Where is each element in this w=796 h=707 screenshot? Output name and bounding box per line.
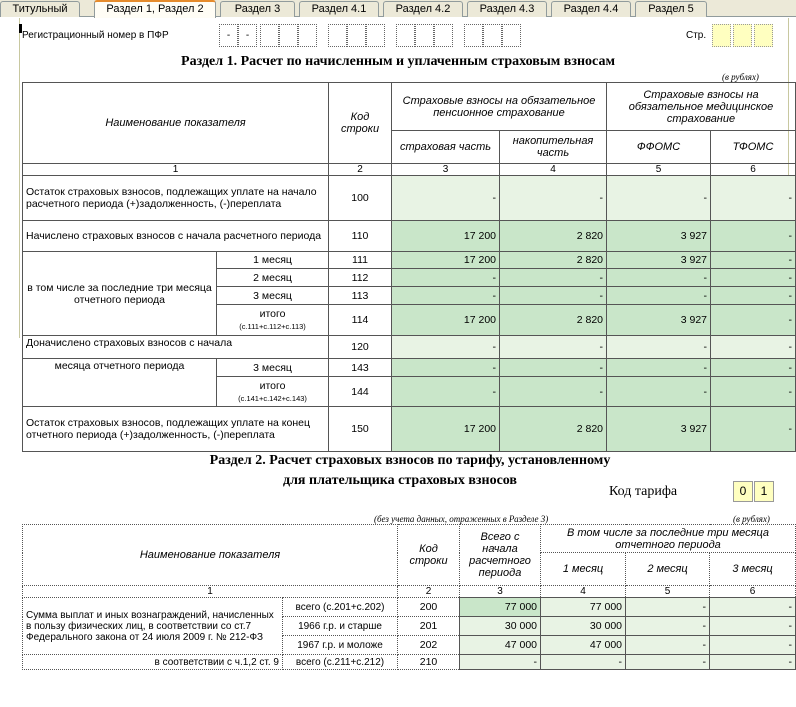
row-label: 1 месяц — [217, 252, 329, 269]
page-number-cell[interactable] — [754, 24, 773, 47]
value-cell[interactable]: - — [711, 287, 796, 305]
value-cell[interactable]: 2 820 — [500, 305, 607, 336]
reg-cell[interactable] — [396, 24, 415, 47]
value-cell[interactable]: - — [711, 252, 796, 269]
section-1-title: Раздел 1. Расчет по начисленным и уплаченным страховым взносам — [181, 54, 615, 69]
row-code: 100 — [329, 176, 392, 221]
value-cell[interactable]: 3 927 — [607, 407, 711, 452]
section-2-title-line2: для плательщика страховых взносов — [283, 473, 517, 488]
value-cell[interactable]: - — [500, 176, 607, 221]
col-header-month-1: 1 месяц — [541, 553, 626, 586]
value-cell[interactable]: - — [392, 359, 500, 377]
row-code: 114 — [329, 305, 392, 336]
row-code: 210 — [398, 655, 460, 670]
col-number: 1 — [23, 164, 329, 176]
value-cell[interactable]: - — [392, 176, 500, 221]
value-cell[interactable]: - — [626, 598, 710, 617]
section-2-units-note: (в рублях) — [733, 514, 770, 524]
col-header-ffoms: ФФОМС — [607, 131, 711, 164]
row-code: 110 — [329, 221, 392, 252]
row-label: 3 месяц — [217, 359, 329, 377]
col-header-last-3-months: В том числе за последние три месяца отчетного периода — [541, 525, 796, 553]
page-number-cell[interactable] — [733, 24, 752, 47]
row-sublabel: всего (с.211+с.212) — [283, 655, 398, 670]
registration-row — [0, 22, 796, 48]
value-cell[interactable]: - — [626, 655, 710, 670]
value-cell[interactable]: 2 820 — [500, 252, 607, 269]
tariff-code-digit[interactable]: 1 — [754, 481, 774, 502]
value-cell[interactable]: - — [392, 336, 500, 359]
row-label: 3 месяц — [217, 287, 329, 305]
value-cell[interactable]: - — [710, 617, 796, 636]
col-number: 5 — [607, 164, 711, 176]
tariff-code-digit[interactable]: 0 — [733, 481, 753, 502]
value-cell[interactable]: - — [607, 269, 711, 287]
row-code: 200 — [398, 598, 460, 617]
col-header-funded: накопительная часть — [500, 131, 607, 164]
row-sublabel: 1967 г.р. и моложе — [283, 636, 398, 655]
col-header-code: Код строки — [329, 83, 392, 164]
col-number: 2 — [398, 586, 460, 598]
row-sublabel: 1966 г.р. и старше — [283, 617, 398, 636]
value-cell[interactable]: 30 000 — [460, 617, 541, 636]
value-cell[interactable]: - — [711, 359, 796, 377]
reg-cell[interactable] — [260, 24, 279, 47]
row-label: 2 месяц — [217, 269, 329, 287]
table-row — [23, 655, 796, 670]
row-code: 150 — [329, 407, 392, 452]
col-header-pension: Страховые взносы на обязательное пенсионное страхование — [392, 83, 607, 131]
row-label — [217, 305, 329, 336]
reg-cell[interactable] — [279, 24, 298, 47]
value-cell[interactable]: - — [500, 377, 607, 407]
section-2-title-line1: Раздел 2. Расчет страховых взносов по тарифу, установленному — [209, 453, 611, 468]
value-cell[interactable]: - — [607, 336, 711, 359]
row-label: Доначислено страховых взносов с начала — [23, 336, 329, 359]
value-cell[interactable]: 3 927 — [607, 252, 711, 269]
value-cell[interactable]: - — [711, 407, 796, 452]
table-row — [23, 336, 796, 359]
section-1-table — [22, 82, 796, 452]
value-cell[interactable]: - — [711, 336, 796, 359]
row-code: 112 — [329, 269, 392, 287]
col-number: 6 — [710, 586, 796, 598]
row-code: 143 — [329, 359, 392, 377]
row-label: Начислено страховых взносов с начала расчетного периода — [23, 221, 329, 252]
table-row — [23, 252, 796, 269]
reg-cell[interactable] — [464, 24, 483, 47]
row-code: 144 — [329, 377, 392, 407]
reg-cell[interactable] — [298, 24, 317, 47]
row-label — [217, 377, 329, 407]
col-header-month-3: 3 месяц — [710, 553, 796, 586]
row-label: Остаток страховых взносов, подлежащих уплате на начало расчетного периода (+)задолженность, (-)переплата — [23, 176, 329, 221]
value-cell[interactable]: - — [710, 598, 796, 617]
row-code: 201 — [398, 617, 460, 636]
value-cell[interactable]: - — [710, 655, 796, 670]
col-header-month-2: 2 месяц — [626, 553, 710, 586]
tab-section-5[interactable]: Раздел 5 — [635, 1, 707, 17]
value-cell[interactable]: - — [711, 377, 796, 407]
value-cell[interactable]: 77 000 — [460, 598, 541, 617]
value-cell[interactable]: 17 200 — [392, 305, 500, 336]
value-cell[interactable]: - — [607, 176, 711, 221]
value-cell[interactable]: - — [392, 269, 500, 287]
row-code: 113 — [329, 287, 392, 305]
value-cell[interactable]: 77 000 — [541, 598, 626, 617]
row-label-total: итого — [259, 308, 286, 320]
section-2-table — [22, 524, 796, 670]
col-header-code: Код строки — [398, 525, 460, 586]
col-number: 5 — [626, 586, 710, 598]
col-number: 6 — [711, 164, 796, 176]
value-cell[interactable]: - — [607, 287, 711, 305]
value-cell[interactable]: - — [607, 359, 711, 377]
col-header-name: Наименование показателя — [23, 83, 329, 164]
value-cell[interactable]: - — [500, 359, 607, 377]
reg-cell[interactable] — [483, 24, 502, 47]
section-2-note: (без учета данных, отраженных в Разделе 3) — [374, 514, 549, 524]
row-code: 120 — [329, 336, 392, 359]
tab-section-4-3[interactable]: Раздел 4.3 — [467, 1, 547, 17]
tab-section-4-1[interactable]: Раздел 4.1 — [299, 1, 379, 17]
tab-section-3[interactable]: Раздел 3 — [220, 1, 295, 17]
value-cell[interactable]: - — [460, 655, 541, 670]
col-number: 3 — [460, 586, 541, 598]
text-cursor — [19, 24, 22, 33]
value-cell[interactable]: - — [711, 305, 796, 336]
reg-cell[interactable] — [502, 24, 521, 47]
value-cell[interactable]: 30 000 — [541, 617, 626, 636]
value-cell[interactable]: 3 927 — [607, 221, 711, 252]
value-cell[interactable]: - — [711, 269, 796, 287]
group-label: месяца отчетного периода — [23, 359, 217, 407]
value-cell[interactable]: - — [392, 377, 500, 407]
page-number-label: Стр. — [686, 30, 707, 41]
table-row — [23, 598, 796, 617]
col-header-total: Всего с начала расчетного периода — [460, 525, 541, 586]
table-row — [23, 221, 796, 252]
table-row — [23, 407, 796, 452]
table-row — [23, 176, 796, 221]
col-number: 3 — [392, 164, 500, 176]
reg-cell[interactable]: - — [219, 24, 238, 47]
value-cell[interactable]: - — [541, 655, 626, 670]
value-cell[interactable]: 47 000 — [541, 636, 626, 655]
value-cell[interactable]: - — [711, 176, 796, 221]
value-cell[interactable]: - — [626, 617, 710, 636]
row-label-formula: (с.141+с.142+с.143) — [238, 393, 307, 403]
value-cell[interactable]: - — [500, 287, 607, 305]
tab-bar — [0, 0, 796, 17]
value-cell[interactable]: - — [711, 221, 796, 252]
value-cell[interactable]: - — [500, 336, 607, 359]
value-cell[interactable]: - — [626, 636, 710, 655]
registration-label: Регистрационный номер в ПФР — [22, 30, 169, 41]
row-label-total: итого — [259, 379, 286, 392]
row-sublabel: всего (с.201+с.202) — [283, 598, 398, 617]
tab-title[interactable]: Титульный — [0, 1, 80, 17]
tab-section-1-2[interactable]: Раздел 1, Раздел 2 — [94, 0, 216, 18]
row-label: в соответствии с ч.1,2 ст. 9 — [23, 655, 283, 670]
page-number-cell[interactable] — [712, 24, 731, 47]
tariff-code-label: Код тарифа — [609, 484, 678, 499]
col-number: 1 — [23, 586, 398, 598]
value-cell[interactable]: 17 200 — [392, 221, 500, 252]
value-cell[interactable]: - — [500, 269, 607, 287]
value-cell[interactable]: - — [710, 636, 796, 655]
row-code: 202 — [398, 636, 460, 655]
reg-cell[interactable] — [415, 24, 434, 47]
value-cell[interactable]: 17 200 — [392, 252, 500, 269]
reg-cell[interactable] — [434, 24, 453, 47]
table-row — [23, 359, 796, 377]
col-header-medical: Страховые взносы на обязательное медицинское страхование — [607, 83, 796, 131]
value-cell[interactable]: 2 820 — [500, 221, 607, 252]
reg-cell[interactable] — [328, 24, 347, 47]
value-cell[interactable]: 2 820 — [500, 407, 607, 452]
row-label-formula: (с.111+с.112+с.113) — [239, 322, 306, 331]
col-number: 4 — [500, 164, 607, 176]
row-label: Сумма выплат и иных вознаграждений, начисленных в пользу физических лиц, в соответствии со ст.7 Федерального закона от 24 июля 2009 г. № 212-ФЗ — [23, 598, 283, 655]
tab-section-4-4[interactable]: Раздел 4.4 — [551, 1, 631, 17]
value-cell[interactable]: - — [607, 377, 711, 407]
row-label: Остаток страховых взносов, подлежащих уплате на конец отчетного периода (+)задолженность, (-)переплата — [23, 407, 329, 452]
col-header-insurance: страховая часть — [392, 131, 500, 164]
col-number: 2 — [329, 164, 392, 176]
value-cell[interactable]: 47 000 — [460, 636, 541, 655]
value-cell[interactable]: 3 927 — [607, 305, 711, 336]
row-code: 111 — [329, 252, 392, 269]
tab-section-4-2[interactable]: Раздел 4.2 — [383, 1, 463, 17]
value-cell[interactable]: - — [392, 287, 500, 305]
col-header-tfoms: ТФОМС — [711, 131, 796, 164]
value-cell[interactable]: 17 200 — [392, 407, 500, 452]
col-header-name: Наименование показателя — [23, 525, 398, 586]
reg-cell[interactable]: - — [238, 24, 257, 47]
reg-cell[interactable] — [347, 24, 366, 47]
reg-cell[interactable] — [366, 24, 385, 47]
group-label: в том числе за последние три месяца отчетного периода — [23, 252, 217, 336]
section-1-units-note: (в рублях) — [722, 72, 759, 82]
col-number: 4 — [541, 586, 626, 598]
